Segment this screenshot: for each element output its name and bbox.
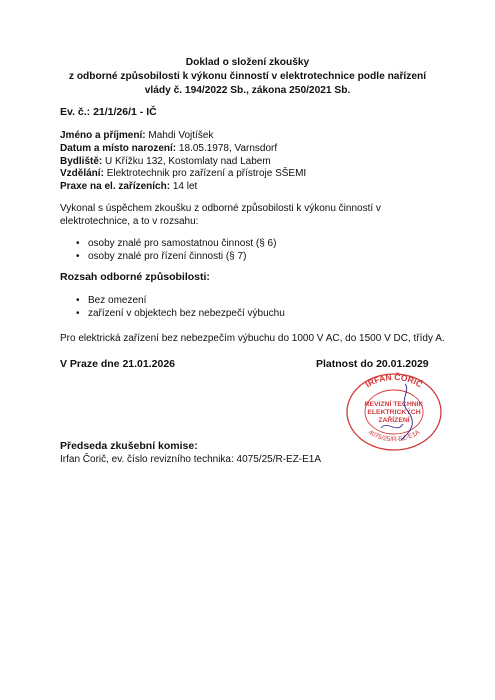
title-line-1: Doklad o složení zkoušky [185, 57, 310, 68]
residence-label: Bydliště: [60, 155, 103, 167]
scope-text: zařízení v objektech bez nebezpečí výbuchu [88, 308, 285, 319]
education-label: Vzdělání: [60, 168, 104, 180]
voltage-note: Pro elektrická zařízení bez nebezpečím výbuchu do 1000 V AC, do 1500 V DC, třídy A. [60, 333, 445, 344]
qualification-text: osoby znalé pro řízení činnosti (§ 7) [88, 251, 247, 262]
name-row [60, 130, 306, 143]
committee-heading: Předseda zkušební komise: [60, 440, 198, 452]
scope-heading: Rozsah odborné způsobilosti: [60, 271, 210, 283]
education-value: Elektrotechnik pro zařízení a přístroje SŠEMI [106, 168, 307, 180]
scope-text: Bez omezení [88, 295, 147, 306]
name-value: Mahdi Vojtíšek [148, 130, 214, 141]
list-item [60, 250, 276, 263]
stamp-top-text: IRFAN ČORIĆ [363, 371, 425, 390]
stamp-line-2: ELEKTRICKÝCH [367, 409, 421, 416]
birth-row [60, 143, 306, 156]
stamp-line-3: ZAŘÍZENÍ [378, 417, 410, 424]
bullet-icon: • [76, 238, 80, 249]
practice-label: Praxe na el. zařízeních: [60, 181, 171, 193]
committee-chair: Irfan Čorič, ev. číslo revizního technika: 4075/25/R-EZ-E1A [60, 454, 322, 465]
signature-scribble [381, 424, 403, 428]
qualification-text: osoby znalé pro samostatnou činnost (§ 6) [88, 238, 277, 249]
title-line-3: vlády č. 194/2022 Sb., zákona 250/2021 Sb. [144, 85, 351, 96]
stamp-bottom-text: 4075/25/R-EZ-E1A [366, 428, 422, 444]
birth-value: 18.05.1978, Varnsdorf [178, 142, 278, 154]
education-row [60, 168, 306, 181]
list-item [60, 237, 276, 250]
document-title [0, 56, 495, 98]
personal-info [60, 130, 306, 194]
exam-statement: Vykonal s úspěchem zkoušku z odborné způsobilosti k výkonu činností v elektrotechnice, a to v rozsahu: [60, 203, 381, 227]
birth-label: Datum a místo narození: [60, 142, 177, 154]
practice-row [60, 181, 306, 194]
practice-value: 14 let [172, 181, 198, 193]
official-stamp [341, 370, 447, 454]
list-item [60, 294, 285, 307]
title-line-2: z odborné způsobilosti k výkonu činností v elektrotechnice podle nařízení [68, 71, 427, 82]
bullet-icon: • [76, 308, 80, 319]
stamp-line-1: REVIZNÍ TECHNIK [364, 401, 424, 408]
name-label: Jméno a příjmení: [60, 130, 146, 141]
bullet-icon: • [76, 295, 80, 306]
validity-date: Platnost do 20.01.2029 [316, 358, 429, 370]
evidence-number: Ev. č.: 21/1/26/1 - IČ [60, 106, 157, 118]
place-and-date: V Praze dne 21.01.2026 [60, 358, 175, 370]
svg-text:IRFAN ČORIĆ [363, 371, 424, 390]
list-item [60, 307, 285, 320]
svg-text:4075/25/R-EZ-E1A [367, 429, 422, 444]
residence-value: U Křížku 132, Kostomlaty nad Labem [105, 155, 271, 167]
residence-row [60, 156, 306, 169]
scope-list [60, 294, 285, 320]
qualification-list [60, 237, 276, 263]
bullet-icon: • [76, 251, 80, 262]
